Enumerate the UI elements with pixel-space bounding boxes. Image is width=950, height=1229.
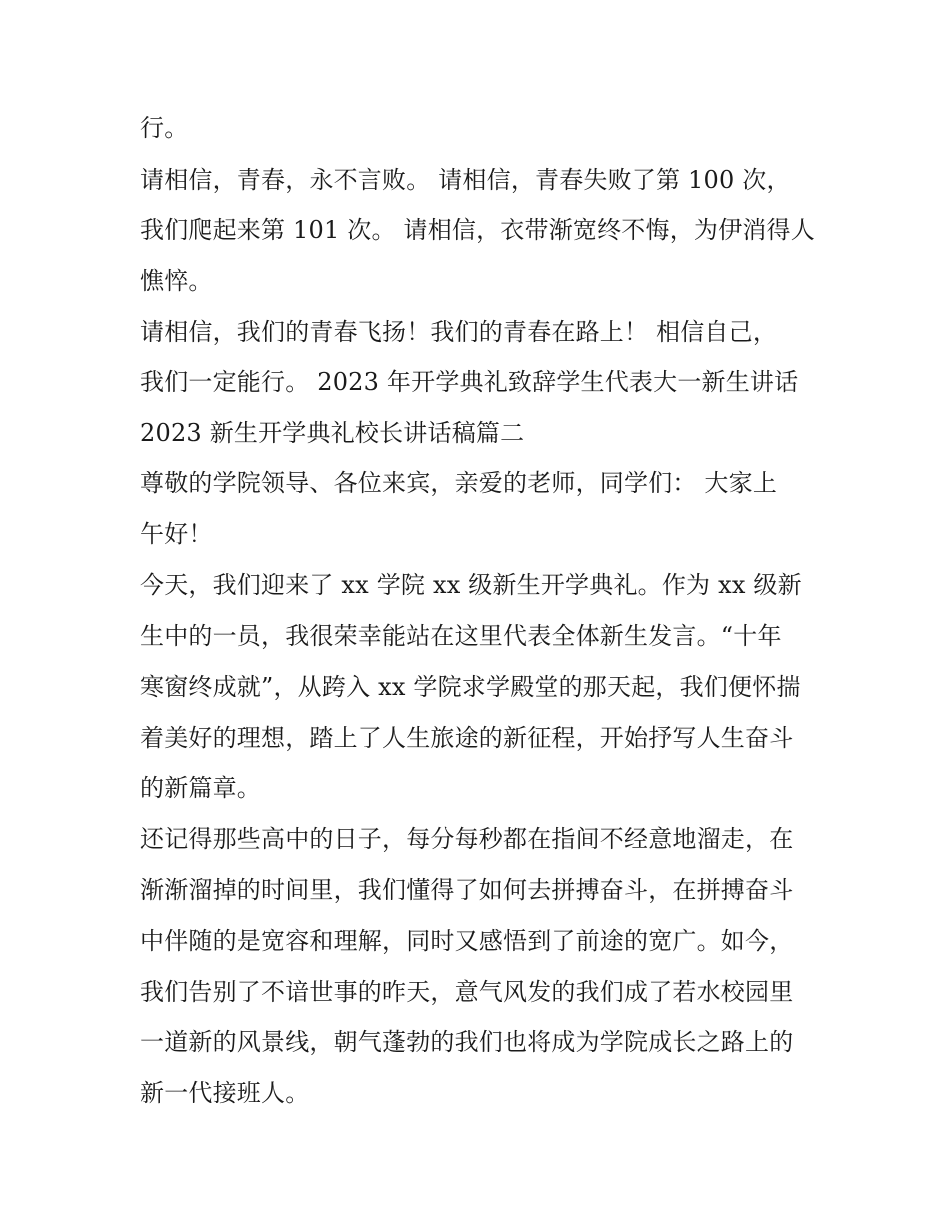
text-line: 寒窗终成就”，从跨入 xx 学院求学殿堂的那天起，我们便怀揣 [140,673,801,701]
text-line: 今天，我们迎来了 xx 学院 xx 级新生开学典礼。作为 xx 级新 [140,571,802,599]
text-line: 请相信，青春，永不言败。 请相信，青春失败了第 100 次， [140,166,791,194]
text-line: 请相信，我们的青春飞扬！我们的青春在路上！ 相信自己， [140,318,778,346]
text-line: 着美好的理想，踏上了人生旅途的新征程，开始抒写人生奋斗 [140,724,794,752]
text-line: 新一代接班人。 [140,1079,310,1107]
text-line: 渐渐溜掉的时间里，我们懂得了如何去拼搏奋斗，在拼搏奋斗 [140,876,794,904]
text-line: 午好！ [140,520,213,548]
text-line: 尊敬的学院领导、各位来宾，亲爱的老师，同学们： 大家上 [140,469,778,497]
text-line: 一道新的风景线，朝气蓬勃的我们也将成为学院成长之路上的 [140,1028,794,1056]
text-line: 我们告别了不谙世事的昨天，意气风发的我们成了若水校园里 [140,978,794,1006]
text-line: 憔悴。 [140,267,213,295]
text-line: 生中的一员，我很荣幸能站在这里代表全体新生发言。“十年 [140,622,782,650]
text-line: 行。 [140,114,189,142]
section-heading: 2023 新生开学典礼校长讲话稿篇二 [140,419,525,447]
text-line: 我们爬起来第 101 次。 请相信，衣带渐宽终不悔，为伊消得人 [140,216,815,244]
text-line: 的新篇章。 [140,774,261,802]
text-line: 还记得那些高中的日子，每分每秒都在指间不经意地溜走，在 [140,825,794,853]
text-line: 中伴随的是宽容和理解，同时又感悟到了前途的宽广。如今， [140,927,794,955]
text-line: 我们一定能行。 2023 年开学典礼致辞学生代表大一新生讲话 [140,368,799,396]
